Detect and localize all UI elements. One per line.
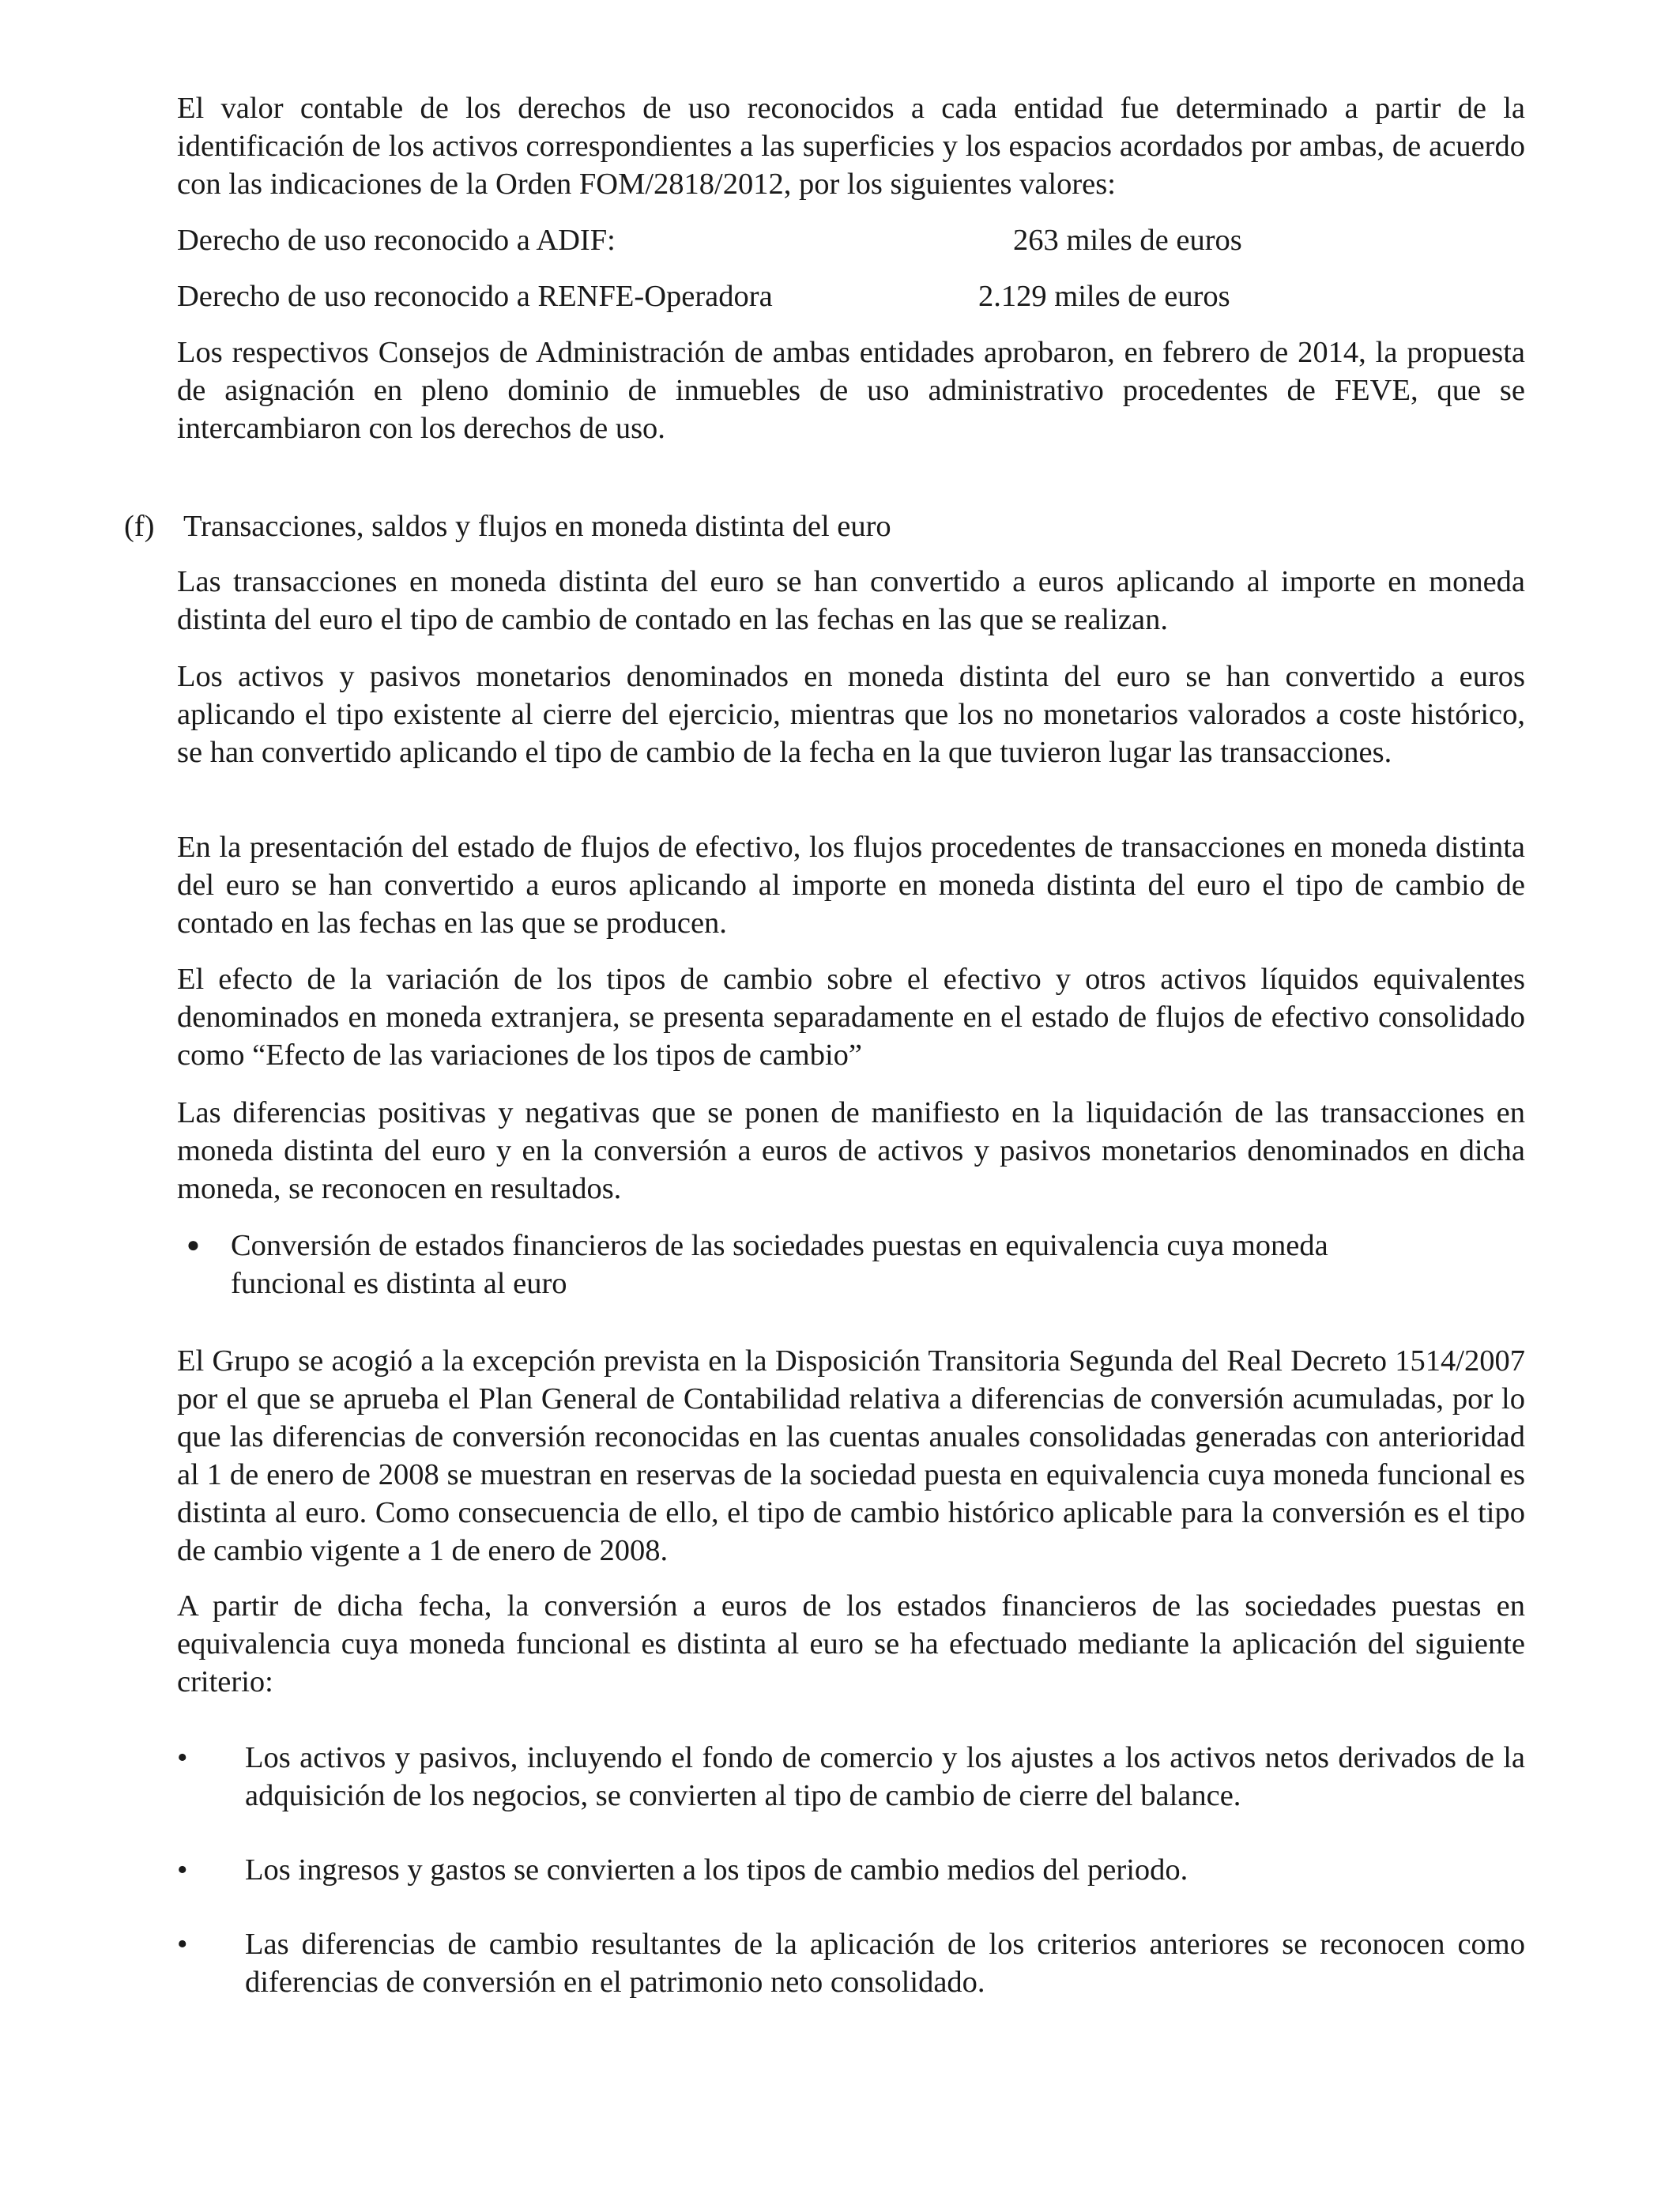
rights-row-renfe (177, 277, 1525, 315)
section-f-paragraph-3: En la presentación del estado de flujos de efectivo, los flujos procedentes de transacciones en moneda distinta del euro se han convertido a euros aplicando al importe en moneda distinta del euro el tipo de cambio de contado en las fechas en las que se producen. (177, 831, 1525, 940)
bullet-icon: • (177, 1928, 188, 1961)
group-paragraph-2: A partir de dicha fecha, la conversión a euros de los estados financieros de las sociedades puestas en equivalencia cuya moneda funcional es distinta al euro se ha efectuado mediante la aplicación del siguiente criterio: (177, 1589, 1525, 1698)
bullet-icon: • (177, 1741, 188, 1774)
bullet-icon: • (177, 1853, 188, 1887)
section-f-paragraph-1: Las transacciones en moneda distinta del euro se han convertido a euros aplicando al importe en moneda distinta del euro el tipo de cambio de contado en las fechas en las que se realizan. (177, 565, 1525, 636)
section-f-title: Transacciones, saldos y flujos en moneda distinta del euro (183, 510, 891, 543)
section-f-paragraph-2: Los activos y pasivos monetarios denominados en moneda distinta del euro se han convertido a euros aplicando el tipo existente al cierre del ejercicio, mientras que los no monetarios valorados a coste histórico, se han convertido aplicando el tipo de cambio de la fecha en la que tuvieron lugar las transacciones. (177, 660, 1525, 769)
bullet-dot-icon: ● (186, 1233, 200, 1257)
section-f-paragraph-5: Las diferencias positivas y negativas que se ponen de manifiesto en la liquidación de las transacciones en moneda distinta del euro y en la conversión a euros de activos y pasivos monetarios denominados en dicha moneda, se reconocen en resultados. (177, 1096, 1525, 1205)
rights-label-renfe: Derecho de uso reconocido a RENFE-Operadora (177, 280, 773, 313)
section-f-paragraph-4: El efecto de la variación de los tipos de cambio sobre el efectivo y otros activos líquidos equivalentes denominados en moneda extranjera, se presenta separadamente en el estado de flujos de efectivo consolidado como “Efecto de las variaciones de los tipos de cambio” (177, 963, 1525, 1072)
criteria-item-1 (177, 1739, 1525, 1815)
criteria-text-3: Las diferencias de cambio resultantes de la aplicación de los criterios anteriores se reconocen como diferencias de conversión en el patrimonio neto consolidado. (245, 1928, 1525, 1999)
criteria-item-2 (177, 1851, 1525, 1889)
subheading-text: Conversión de estados financieros de las sociedades puestas en equivalencia cuya moneda funcional es distinta al euro (231, 1229, 1328, 1300)
group-paragraph-1: El Grupo se acogió a la excepción prevista en la Disposición Transitoria Segunda del Real Decreto 1514/2007 por el que se aprueba el Plan General de Contabilidad relativa a diferencias de conversión acumuladas, por lo que las diferencias de conversión reconocidas en las cuentas anuales consolidadas generadas con anterioridad al 1 de enero de 2008 se muestran en reservas de la sociedad puesta en equivalencia cuya moneda funcional es distinta al euro. Como consecuencia de ello, el tipo de cambio histórico aplicable para la conversión es el tipo de cambio vigente a 1 de enero de 2008. (177, 1344, 1525, 1567)
criteria-text-2: Los ingresos y gastos se convierten a los tipos de cambio medios del periodo. (245, 1853, 1188, 1887)
criteria-text-1: Los activos y pasivos, incluyendo el fondo de comercio y los ajustes a los activos netos derivados de la adquisición de los negocios, se convierten al tipo de cambio de cierre del balance. (245, 1741, 1525, 1812)
section-f-marker: (f) (124, 510, 155, 543)
rights-row-adif (177, 221, 1525, 259)
boards-paragraph: Los respectivos Consejos de Administración de ambas entidades aprobaron, en febrero de 2014, la propuesta de asignación en pleno dominio de inmuebles de uso administrativo procedentes de FEVE, que se intercambiaron con los derechos de uso. (177, 336, 1525, 445)
rights-value-renfe: 2.129 miles de euros (978, 280, 1230, 313)
rights-value-adif: 263 miles de euros (1013, 224, 1242, 257)
intro-paragraph: El valor contable de los derechos de uso reconocidos a cada entidad fue determinado a partir de la identificación de los activos correspondientes a las superficies y los espacios acordados por ambas, de acuerdo con las indicaciones de la Orden FOM/2818/2012, por los siguientes valores: (177, 92, 1525, 201)
subheading-item (186, 1227, 1451, 1302)
criteria-item-3 (177, 1925, 1525, 2001)
rights-label-adif: Derecho de uso reconocido a ADIF: (177, 224, 616, 257)
